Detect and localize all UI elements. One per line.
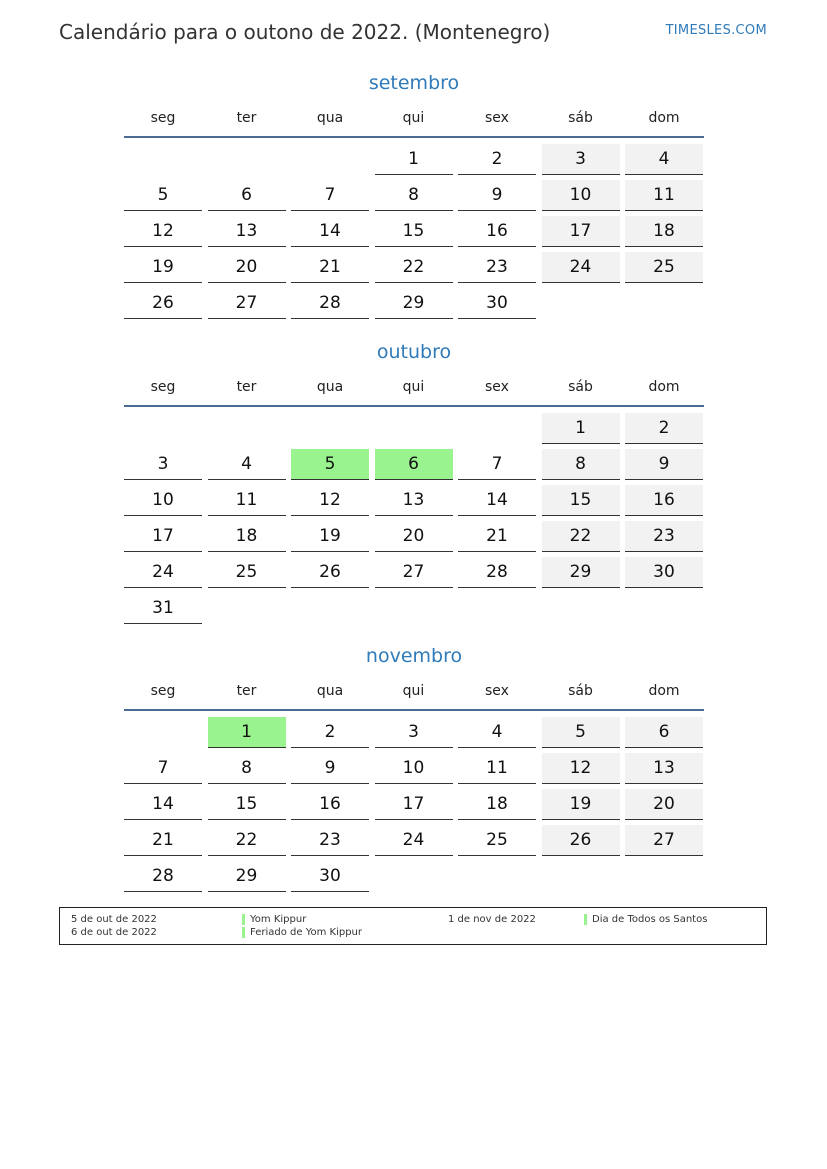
weekday-label: ter: [236, 110, 257, 126]
legend-date: 1 de nov de 2022: [448, 914, 536, 925]
day-cell: 21: [124, 825, 202, 856]
day-cell: 14: [124, 789, 202, 820]
month-novembro: [124, 641, 704, 897]
day-cell: 12: [291, 485, 369, 516]
day-cell: 14: [291, 216, 369, 247]
weekday-header: [124, 106, 704, 138]
day-cell: 18: [208, 521, 286, 552]
weekday-label: sáb: [568, 379, 593, 395]
day-cell: 13: [208, 216, 286, 247]
day-cell: 2: [458, 144, 536, 175]
day-cell: 25: [458, 825, 536, 856]
weekday-label: qua: [316, 110, 344, 126]
day-cell: 22: [375, 252, 453, 283]
holiday-legend: [59, 907, 767, 945]
day-cell: 31: [124, 593, 202, 624]
day-cell: 17: [542, 216, 620, 247]
day-cell: 17: [124, 521, 202, 552]
weekday-header: [124, 375, 704, 407]
day-cell: 12: [542, 753, 620, 784]
weekday-label: qui: [402, 110, 425, 126]
weekday-label: ter: [236, 379, 257, 395]
day-cell: 11: [208, 485, 286, 516]
day-cell: 30: [625, 557, 703, 588]
day-cell: 8: [208, 753, 286, 784]
weekday-label: sáb: [568, 110, 593, 126]
day-cell: 23: [291, 825, 369, 856]
day-cell: 9: [291, 753, 369, 784]
day-cell: 3: [124, 449, 202, 480]
day-cell: 4: [625, 144, 703, 175]
day-cell: 9: [625, 449, 703, 480]
day-cell: 26: [124, 288, 202, 319]
month-title: setembro: [368, 72, 460, 94]
weekday-label: sex: [485, 683, 509, 699]
day-cell: 19: [124, 252, 202, 283]
day-cell: 29: [208, 861, 286, 892]
weekday-label: sáb: [568, 683, 593, 699]
day-cell: 1: [375, 144, 453, 175]
day-cell: 15: [375, 216, 453, 247]
holiday-color-marker: [242, 927, 245, 938]
holiday-color-marker: [584, 914, 587, 925]
day-cell: 30: [458, 288, 536, 319]
day-cell: 16: [625, 485, 703, 516]
day-cell: 26: [291, 557, 369, 588]
weekday-label: seg: [150, 110, 176, 126]
day-cell: 20: [625, 789, 703, 820]
holiday-day-cell: 5: [291, 449, 369, 480]
day-cell: 18: [625, 216, 703, 247]
day-cell: 24: [124, 557, 202, 588]
day-cell: 12: [124, 216, 202, 247]
day-cell: 23: [458, 252, 536, 283]
day-cell: 2: [291, 717, 369, 748]
day-cell: 16: [458, 216, 536, 247]
day-cell: 17: [375, 789, 453, 820]
weekday-label: qui: [402, 379, 425, 395]
month-title: outubro: [376, 341, 452, 363]
day-cell: 22: [542, 521, 620, 552]
holiday-day-cell: 6: [375, 449, 453, 480]
day-cell: 21: [458, 521, 536, 552]
day-cell: 7: [124, 753, 202, 784]
weekday-label: qui: [402, 683, 425, 699]
day-cell: 4: [208, 449, 286, 480]
day-cell: 1: [542, 413, 620, 444]
day-cell: 20: [208, 252, 286, 283]
day-cell: 13: [625, 753, 703, 784]
day-cell: 11: [458, 753, 536, 784]
month-title: novembro: [365, 645, 463, 667]
day-cell: 11: [625, 180, 703, 211]
day-cell: 10: [375, 753, 453, 784]
day-cell: 30: [291, 861, 369, 892]
day-cell: 18: [458, 789, 536, 820]
legend-holiday-name: Feriado de Yom Kippur: [250, 927, 362, 938]
legend-date: 6 de out de 2022: [71, 927, 157, 938]
weekday-label: sex: [485, 379, 509, 395]
day-cell: 6: [625, 717, 703, 748]
day-cell: 25: [625, 252, 703, 283]
day-grid: [124, 144, 704, 324]
day-cell: 27: [375, 557, 453, 588]
day-cell: 7: [458, 449, 536, 480]
day-cell: 16: [291, 789, 369, 820]
holiday-day-cell: 1: [208, 717, 286, 748]
day-cell: 22: [208, 825, 286, 856]
day-cell: 8: [542, 449, 620, 480]
day-cell: 5: [124, 180, 202, 211]
day-grid: [124, 717, 704, 897]
day-cell: 15: [208, 789, 286, 820]
day-cell: 2: [625, 413, 703, 444]
day-cell: 24: [375, 825, 453, 856]
day-cell: 3: [375, 717, 453, 748]
weekday-label: sex: [485, 110, 509, 126]
day-cell: 10: [124, 485, 202, 516]
weekday-label: dom: [648, 683, 680, 699]
month-setembro: [124, 68, 704, 324]
day-cell: 15: [542, 485, 620, 516]
day-cell: 24: [542, 252, 620, 283]
day-cell: 25: [208, 557, 286, 588]
day-cell: 10: [542, 180, 620, 211]
day-cell: 19: [291, 521, 369, 552]
day-cell: 14: [458, 485, 536, 516]
day-cell: 5: [542, 717, 620, 748]
page-header: [59, 18, 767, 48]
day-cell: 29: [375, 288, 453, 319]
weekday-header: [124, 679, 704, 711]
day-cell: 27: [208, 288, 286, 319]
day-cell: 21: [291, 252, 369, 283]
weekday-label: dom: [648, 110, 680, 126]
weekday-label: seg: [150, 379, 176, 395]
day-cell: 29: [542, 557, 620, 588]
day-cell: 28: [291, 288, 369, 319]
day-cell: 26: [542, 825, 620, 856]
weekday-label: ter: [236, 683, 257, 699]
weekday-label: qua: [316, 379, 344, 395]
day-grid: [124, 413, 704, 629]
brand-link[interactable]: TIMESLES.COM: [665, 23, 767, 38]
day-cell: 19: [542, 789, 620, 820]
legend-holiday-name: Dia de Todos os Santos: [592, 914, 708, 925]
weekday-label: dom: [648, 379, 680, 395]
day-cell: 23: [625, 521, 703, 552]
day-cell: 7: [291, 180, 369, 211]
day-cell: 27: [625, 825, 703, 856]
page-title: Calendário para o outono de 2022. (Montenegro): [59, 20, 551, 44]
holiday-color-marker: [242, 914, 245, 925]
day-cell: 13: [375, 485, 453, 516]
weekday-label: seg: [150, 683, 176, 699]
day-cell: 28: [458, 557, 536, 588]
day-cell: 6: [208, 180, 286, 211]
weekday-label: qua: [316, 683, 344, 699]
legend-holiday-name: Yom Kippur: [250, 914, 307, 925]
day-cell: 3: [542, 144, 620, 175]
day-cell: 4: [458, 717, 536, 748]
day-cell: 28: [124, 861, 202, 892]
legend-date: 5 de out de 2022: [71, 914, 157, 925]
month-outubro: [124, 337, 704, 629]
day-cell: 20: [375, 521, 453, 552]
day-cell: 9: [458, 180, 536, 211]
day-cell: 8: [375, 180, 453, 211]
